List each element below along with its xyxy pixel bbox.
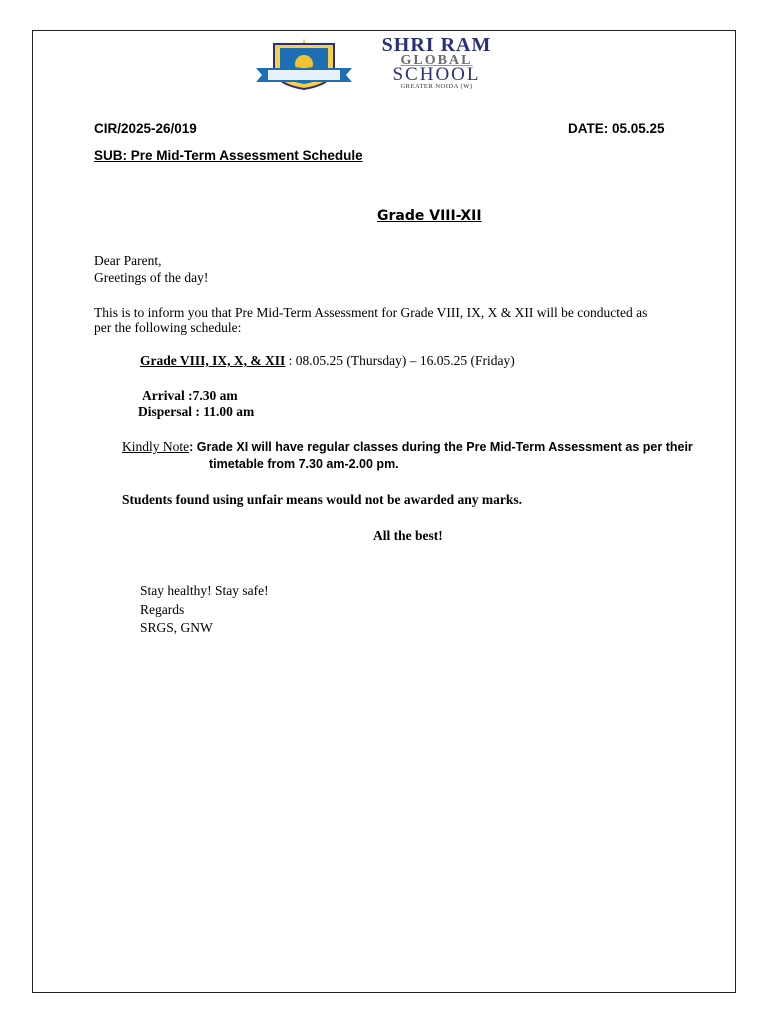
circular-date: DATE: 05.05.25 [568, 121, 665, 136]
schedule-line [140, 352, 515, 369]
greeting: Greetings of the day! [94, 270, 209, 285]
salutation: Dear Parent, [94, 253, 162, 268]
intro-line-2: per the following schedule: [94, 320, 242, 335]
intro-line-1: This is to inform you that Pre Mid-Term Assessment for Grade VIII, IX, X & XII will be conducted as [94, 305, 648, 320]
grade-title: Grade VIII-XII [377, 208, 482, 224]
dispersal-time: Dispersal : 11.00 am [138, 404, 255, 419]
school-logo [254, 34, 519, 90]
arrival-time: Arrival :7.30 am [142, 388, 238, 403]
closing-line-2: Regards [140, 602, 185, 617]
logo-line-school: SCHOOL [392, 64, 481, 85]
school-emblem-icon [254, 34, 354, 90]
schedule-dates: : 08.05.25 (Thursday) – 16.05.25 (Friday) [285, 353, 515, 368]
best-wishes: All the best! [373, 528, 443, 543]
logo-line-global: GLOBAL [400, 53, 473, 68]
schedule-label: Grade VIII, IX, X, & XII [140, 353, 286, 368]
logo-line-shri-ram: SHRI RAM [381, 34, 492, 56]
closing-line-3: SRGS, GNW [140, 620, 213, 635]
page-frame [32, 30, 736, 993]
kindly-note-line [122, 439, 693, 455]
logo-line-location: GREATER NOIDA (W) [400, 83, 473, 90]
closing-line-1: Stay healthy! Stay safe! [140, 583, 269, 598]
kindly-note-text: : Grade XI will have regular classes during the Pre Mid-Term Assessment as per their [189, 440, 693, 454]
kindly-note-text-2: timetable from 7.30 am-2.00 pm. [209, 457, 399, 471]
circular-number: CIR/2025-26/019 [94, 121, 197, 136]
unfair-means-warning: Students found using unfair means would not be awarded any marks. [122, 492, 522, 507]
circular-subject: SUB: Pre Mid-Term Assessment Schedule [94, 148, 363, 163]
kindly-note-label: Kindly Note [122, 439, 190, 454]
